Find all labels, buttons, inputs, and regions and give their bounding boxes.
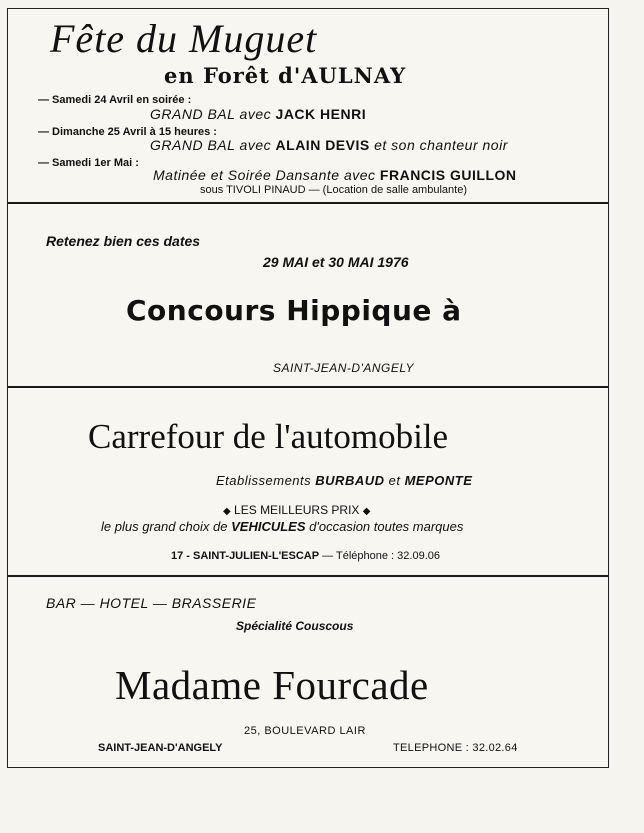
event-3-what — [153, 167, 517, 183]
fete-title: Fête du Muguet — [50, 16, 318, 61]
carrefour-title: Carrefour de l'automobile — [88, 417, 449, 456]
event-3-type: Matinée et Soirée Dansante — [153, 167, 340, 183]
event-2-what — [150, 137, 508, 153]
choix-line — [101, 519, 463, 534]
divider — [8, 202, 608, 204]
event-2-avec: avec — [235, 137, 276, 153]
event-2-artist: ALAIN DEVIS — [275, 137, 370, 153]
fourcade-address: 25, BOULEVARD LAIR — [244, 725, 366, 737]
event-2-type: GRAND BAL — [150, 137, 236, 153]
divider — [8, 575, 608, 577]
carrefour-phone: — Téléphone : 32.09.06 — [322, 550, 440, 562]
event-1-when: — Samedi 24 Avril en soirée : — [38, 94, 192, 106]
concours-dates: 29 MAI et 30 MAI 1976 — [263, 254, 409, 270]
fourcade-phone: TELEPHONE : 32.02.64 — [393, 742, 518, 754]
event-3-artist: FRANCIS GUILLON — [379, 167, 517, 183]
fourcade-name: Madame Fourcade — [115, 662, 429, 708]
event-1-artist: JACK HENRI — [275, 106, 367, 122]
event-2-when: — Dimanche 25 Avril à 15 heures : — [38, 126, 217, 138]
diamond-icon: ◆ — [362, 506, 371, 517]
fete-subtitle: en Forêt d'AULNAY — [164, 63, 407, 88]
choix-a: le plus grand choix de — [101, 519, 228, 534]
carrefour-contact — [171, 550, 440, 562]
speciality: Spécialité Couscous — [236, 619, 354, 633]
fourcade-city: SAINT-JEAN-D'ANGELY — [98, 742, 223, 754]
advert-page-frame — [7, 8, 609, 768]
prix-line — [223, 503, 370, 517]
diamond-icon: ◆ — [223, 506, 231, 517]
event-2-suffix: et son chanteur noir — [369, 137, 508, 153]
etab-and: et — [388, 473, 401, 488]
event-3-avec: avec — [339, 167, 380, 183]
concours-title: Concours Hippique à — [126, 294, 462, 327]
choix-vehicules: VEHICULES — [231, 519, 306, 534]
event-1-what — [150, 106, 366, 122]
prix-text: LES MEILLEURS PRIX — [234, 503, 360, 517]
etab-prefix: Etablissements — [216, 473, 312, 488]
bar-hotel-brasserie: BAR — HOTEL — BRASSERIE — [46, 595, 257, 611]
etab-name-a: BURBAUD — [315, 473, 385, 488]
carrefour-etablissements — [216, 473, 472, 488]
retenez-text: Retenez bien ces dates — [46, 233, 201, 249]
carrefour-address: 17 - SAINT-JULIEN-L'ESCAP — [171, 550, 320, 562]
etab-name-b: MEPONTE — [404, 473, 473, 488]
event-3-when: — Samedi 1er Mai : — [38, 157, 139, 169]
event-1-type: GRAND BAL — [150, 106, 236, 122]
concours-place: SAINT-JEAN-D'ANGELY — [273, 361, 414, 375]
event-1-avec: avec — [235, 106, 276, 122]
choix-c: d'occasion toutes marques — [309, 519, 464, 534]
divider — [8, 386, 608, 388]
tivoli-line: sous TIVOLI PINAUD — (Location de salle ambulante) — [200, 184, 467, 196]
